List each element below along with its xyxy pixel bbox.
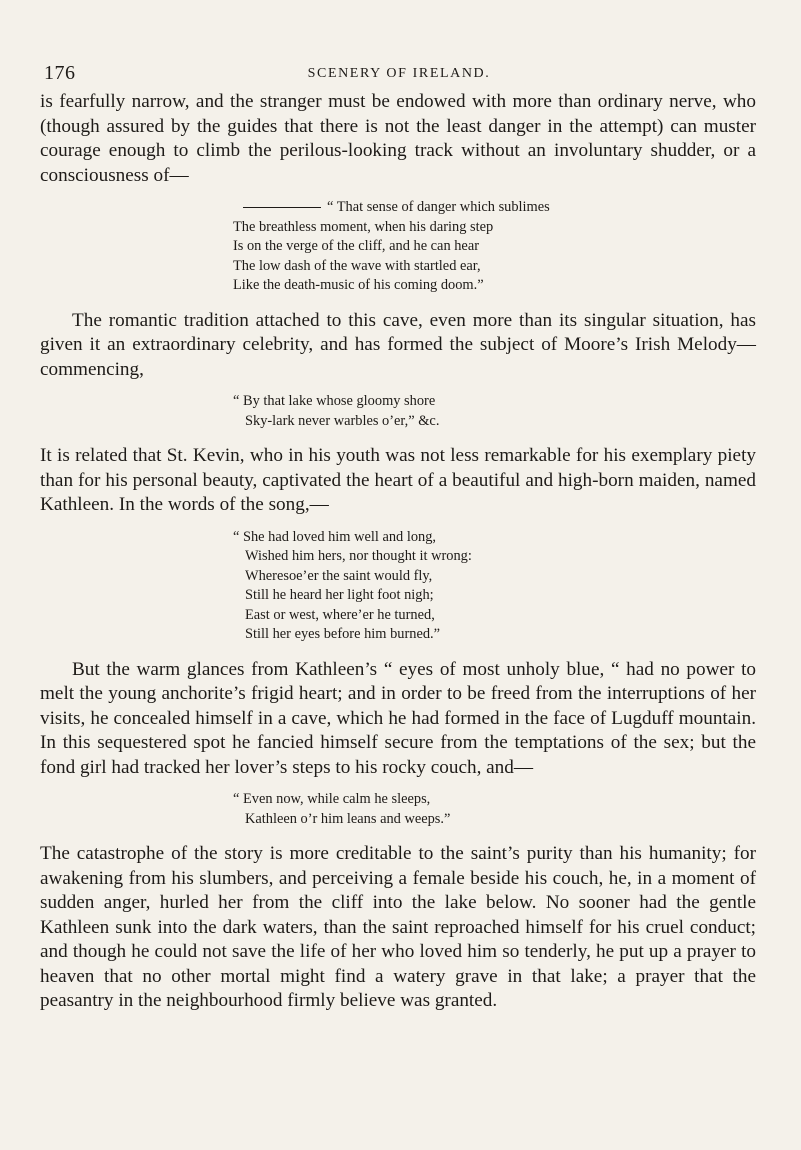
paragraph-3: It is related that St. Kevin, who in his youth was not less remarkable for his exemplary piety than for his personal beauty, captivated the heart of a beautiful and high-born maiden, named Kathleen. In the words of the song,— [40, 445, 756, 515]
paragraph-2: The romantic tradition attached to this cave, even more than its singular situation, has given it an extraordinary celebrity, and has formed the subject of Moore’s Irish Melody—commencing, [40, 309, 756, 380]
verse-quote-2 [233, 392, 756, 431]
verse-line: “ By that lake whose gloomy shore [233, 393, 436, 409]
verse-line: Still her eyes before him burned.” [245, 626, 441, 642]
verse-line: East or west, where’er he turned, [245, 606, 435, 623]
verse-quote-3 [233, 528, 756, 645]
verse-line: Sky-lark never warbles o’er,” &c. [245, 412, 440, 429]
dash-rule [243, 207, 321, 208]
verse-quote-4 [233, 790, 756, 829]
verse-line: Still he heard her light foot nigh; [245, 587, 434, 603]
paragraph-1: is fearfully narrow, and the stranger must be endowed with more than ordinary nerve, who (though assured by the guides that there is not the least danger in the attempt) can muster courage enough to climb the perilous-looking track without an involuntary shudder, or a consciousness of— [40, 91, 756, 186]
page-number: 176 [44, 62, 76, 84]
verse-line: Like the death-music of his coming doom.” [233, 277, 484, 293]
verse-line: The breathless moment, when his daring step [233, 218, 494, 235]
verse-line: “ Even now, while calm he sleeps, [233, 791, 431, 807]
verse-line-text: “ That sense of danger which sublimes [327, 199, 550, 215]
verse-line: Is on the verge of the cliff, and he can hear [233, 238, 480, 254]
verse-line: Wheresoe’er the saint would fly, [245, 567, 433, 584]
paragraph-5: The catastrophe of the story is more creditable to the saint’s purity than his humanity; for awakening from his slumbers, and perceiving a female beside his couch, he, in a moment of sudden anger, hurled her from the cliff into the lake below. No sooner had the gentle Kathleen sunk into the dark waters, than the saint reproached himself for his cruel conduct; and though he could not save the life of her who loved him so tenderly, he put up a prayer to heaven that no other mortal might find a watery grave in that lake; a prayer that the peasantry in the neighbourhood firmly believe was granted. [40, 843, 756, 1011]
running-head [44, 62, 754, 86]
verse-line: Wished him hers, nor thought it wrong: [245, 548, 472, 564]
verse-quote-1 [233, 198, 756, 296]
verse-line: “ She had loved him well and long, [233, 528, 437, 545]
verse-line: The low dash of the wave with startled ear, [233, 257, 481, 274]
verse-line [233, 198, 756, 218]
paragraph-4: But the warm glances from Kathleen’s “ eyes of most unholy blue, “ had no power to melt the young anchorite’s frigid heart; and in order to be freed from the interruptions of her visits, he concealed himself in a cave, which he had formed in the face of Lugduff mountain. In this sequestered spot he fancied himself secure from the temptations of the sex; but the fond girl had tracked her lover’s steps to his rocky couch, and— [40, 658, 756, 778]
running-title: SCENERY OF IRELAND. [307, 66, 491, 81]
verse-line: Kathleen o’r him leans and weeps.” [245, 810, 451, 827]
body-text [40, 90, 756, 1024]
